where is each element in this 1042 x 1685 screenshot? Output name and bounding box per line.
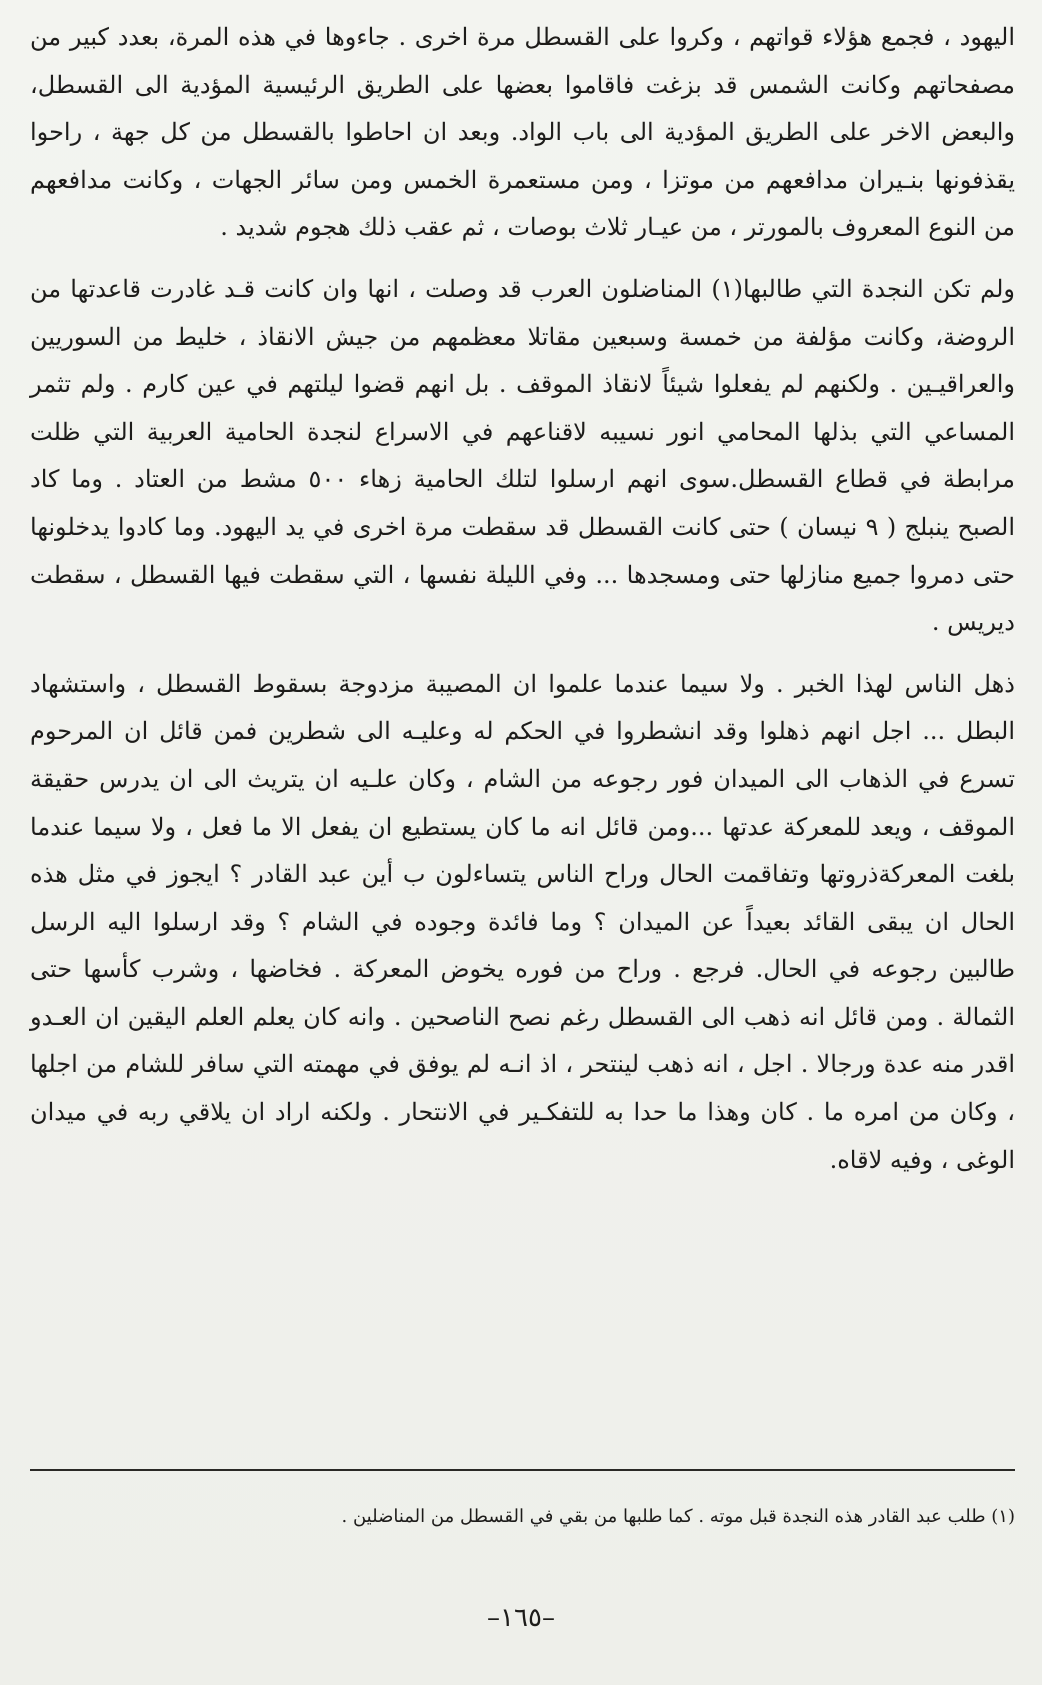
page-number: –١٦٥– bbox=[487, 1603, 555, 1633]
footnote: (١) طلب عبد القادر هذه النجدة قبل موته . كما طلبها من بقي في القسطل من المناضلين . bbox=[341, 1506, 1015, 1527]
body-text bbox=[30, 14, 1015, 1184]
paragraph-1: اليهود ، فجمع هؤلاء قواتهم ، وكروا على القسطل مرة اخرى . جاءوها في هذه المرة، بعدد كبير من مصفحاتهم وكانت الشمس قد بزغت فاقاموا بعضها على الطريق الرئيسية المؤدية الى القسطل، والبعض الاخر على الطريق المؤدية الى باب الواد. وبعد ان احاطوا بالقسطل من كل جهة ، راحوا يقذفونها بنـيران مدافعهم من موتزا ، ومن مستعمرة الخمس ومن سائر الجهات ، وكانت مدافعهم من النوع المعروف بالمورتر ، من عيـار ثلاث بوصات ، ثم عقب ذلك هجوم شديد . bbox=[30, 23, 1016, 242]
paragraph-2: ولم تكن النجدة التي طالبها(١) المناضلون العرب قد وصلت ، انها وان كانت قـد غادرت قاعدتها من الروضة، وكانت مؤلفة من خمسة وسبعين مقاتلا معظمهم من جيش الانقاذ ، خليط من السوريين والعراقيـين . ولكنهم لم يفعلوا شيئاً لانقاذ الموقف . بل انهم قضوا ليلتهم في عين كارم . ولم تثمر المساعي التي بذلها المحامي انور نسيبه لاقناعهم في الاسراع لنجدة الحامية العربية التي ظلت مرابطة في قطاع القسطل.سوى انهم ارسلوا لتلك الحامية زهاء ٥٠٠ مشط من العتاد . وما كاد الصبح ينبلج ( ٩ نيسان ) حتى كانت القسطل قد سقطت مرة اخرى في يد اليهود. وما كادوا يدخلونها حتى دمروا جميع منازلها حتى ومسجدها ... وفي الليلة نفسها ، التي سقطت فيها القسطل ، سقطت ديريس . bbox=[30, 274, 1016, 637]
paragraph-3: ذهل الناس لهذا الخبر . ولا سيما عندما علموا ان المصيبة مزدوجة بسقوط القسطل ، واستشهاد البطل ... اجل انهم ذهلوا وقد انشطروا في الحكم له وعليـه الى شطرين فمن قائل ان المرحوم تسرع في الذهاب الى الميدان فور رجوعه من الشام ، وكان علـيه ان يتريث الى ان يدرس حقيقة الموقف ، ويعد للمعركة عدتها ...ومن قائل انه ما كان يستطيع ان يفعل الا ما فعل ، ولا سيما عندما بلغت المعركةذروتها وتفاقمت الحال وراح الناس يتساءلون ب أين عبد القادر ؟ ايجوز في مثل هذه الحال ان يبقى القائد بعيداً عن الميدان ؟ وما فائدة وجوده في الشام ؟ وقد ارسلوا اليه الرسل طالبين رجوعه في الحال. فرجع . وراح من فوره يخوض المعركة . فخاضها ، وشرب كأسها حتى الثمالة . ومن قائل انه ذهب الى القسطل رغم نصح الناصحين . وانه كان يعلم العلم اليقين ان العـدو اقدر منه عدة ورجالا . اجل ، انه ذهب لينتحر ، اذ انـه لم يوفق في مهمته التي سافر للشام من اجلها ، وكان من امره ما . كان وهذا ما حدا به للتفكـير في الانتحار . ولكنه اراد ان يلاقي ربه في ميدان الوغى ، وفيه لاقاه. bbox=[30, 669, 1016, 1174]
footnote-divider bbox=[30, 1469, 1015, 1471]
